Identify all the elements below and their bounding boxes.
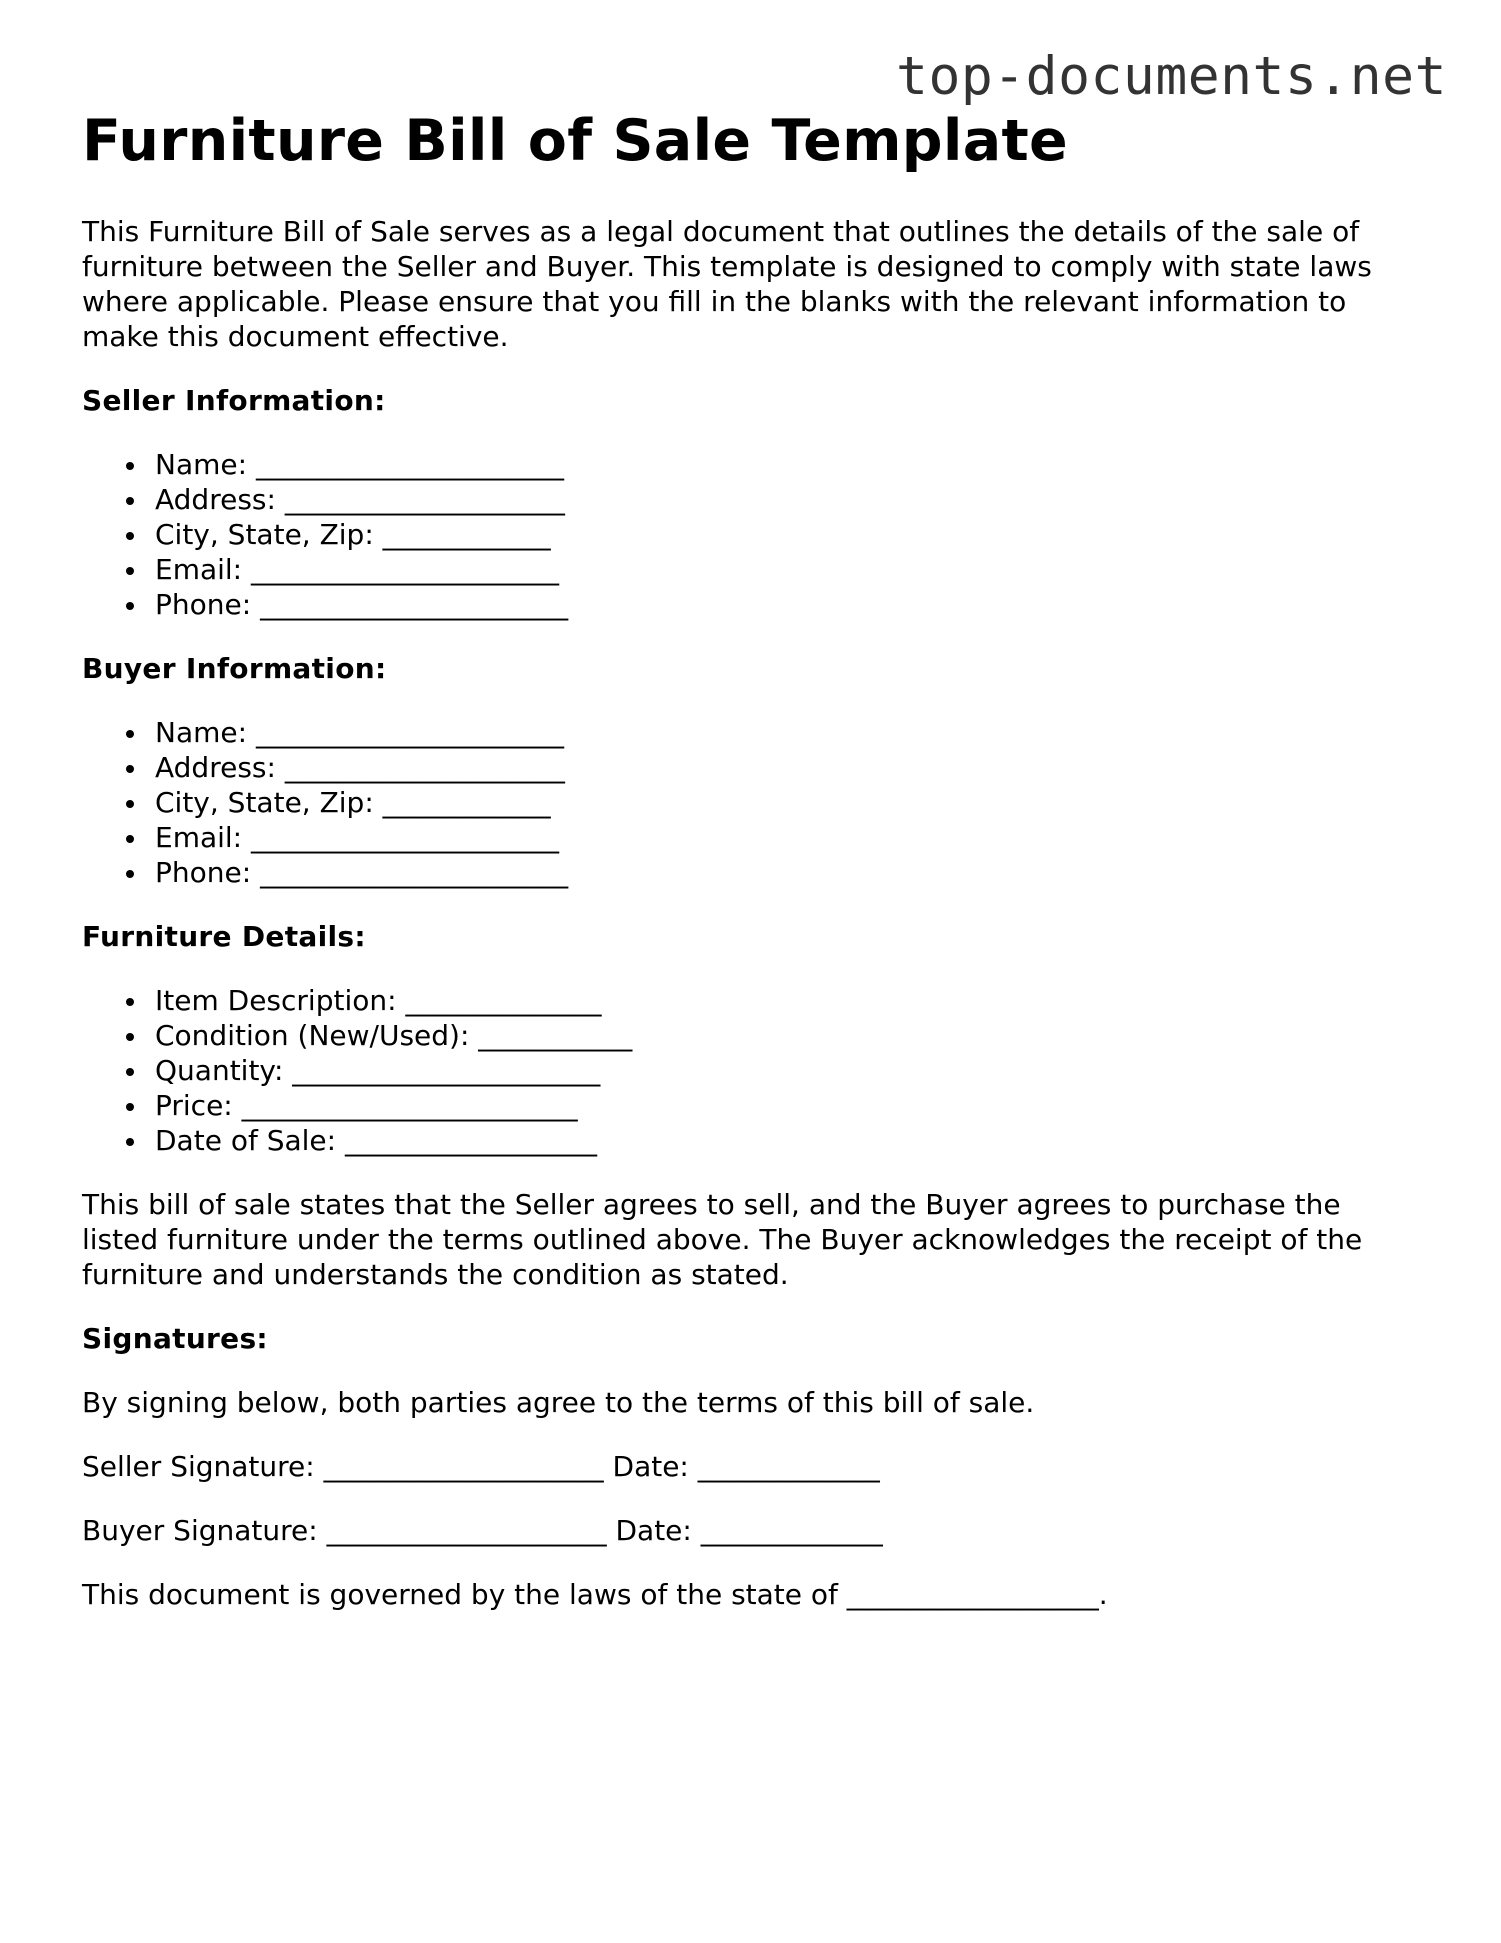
signatures-heading: Signatures: bbox=[82, 1322, 268, 1355]
signature-agreement-text: By signing below, both parties agree to the terms of this bill of sale. bbox=[82, 1386, 1035, 1419]
seller-email-field: Email: ______________________ bbox=[155, 552, 1422, 587]
furniture-details-heading: Furniture Details: bbox=[82, 920, 366, 953]
quantity-field: Quantity: ______________________ bbox=[155, 1053, 1422, 1088]
seller-address-field: Address: ____________________ bbox=[155, 482, 1422, 517]
price-field: Price: ________________________ bbox=[155, 1088, 1422, 1123]
buyer-information-heading: Buyer Information: bbox=[82, 652, 387, 685]
buyer-email-field: Email: ______________________ bbox=[155, 820, 1422, 855]
seller-information-heading: Seller Information: bbox=[82, 384, 386, 417]
buyer-phone-field: Phone: ______________________ bbox=[155, 855, 1422, 890]
seller-phone-field: Phone: ______________________ bbox=[155, 587, 1422, 622]
buyer-address-field: Address: ____________________ bbox=[155, 750, 1422, 785]
sale-statement-paragraph: This bill of sale states that the Seller agrees to sell, and the Buyer agrees to purchase the listed furniture under the terms outlined above. The Buyer acknowledges the receipt of the furniture and understands the condition as stated. bbox=[82, 1188, 1363, 1291]
buyer-city-state-zip-field: City, State, Zip: ____________ bbox=[155, 785, 1422, 820]
document-page bbox=[82, 108, 1422, 1612]
furniture-details-list bbox=[82, 983, 1422, 1158]
buyer-signature-line: Buyer Signature: ____________________ Date: _____________ bbox=[82, 1514, 883, 1547]
seller-city-state-zip-field: City, State, Zip: ____________ bbox=[155, 517, 1422, 552]
seller-information-list bbox=[82, 447, 1422, 622]
watermark: top-documents.net bbox=[896, 46, 1447, 107]
page-title: Furniture Bill of Sale Template bbox=[82, 108, 1068, 174]
date-of-sale-field: Date of Sale: __________________ bbox=[155, 1123, 1422, 1158]
condition-field: Condition (New/Used): ___________ bbox=[155, 1018, 1422, 1053]
seller-signature-line: Seller Signature: ____________________ Date: _____________ bbox=[82, 1450, 880, 1483]
seller-name-field: Name: ______________________ bbox=[155, 447, 1422, 482]
governing-law-line: This document is governed by the laws of the state of __________________. bbox=[82, 1578, 1108, 1611]
buyer-name-field: Name: ______________________ bbox=[155, 715, 1422, 750]
item-description-field: Item Description: ______________ bbox=[155, 983, 1422, 1018]
buyer-information-list bbox=[82, 715, 1422, 890]
intro-paragraph: This Furniture Bill of Sale serves as a legal document that outlines the details of the sale of furniture between the Seller and Buyer. This template is designed to comply with state laws where applicable. Please ensure that you fill in the blanks with the relevant information to make this document effective. bbox=[82, 215, 1372, 353]
